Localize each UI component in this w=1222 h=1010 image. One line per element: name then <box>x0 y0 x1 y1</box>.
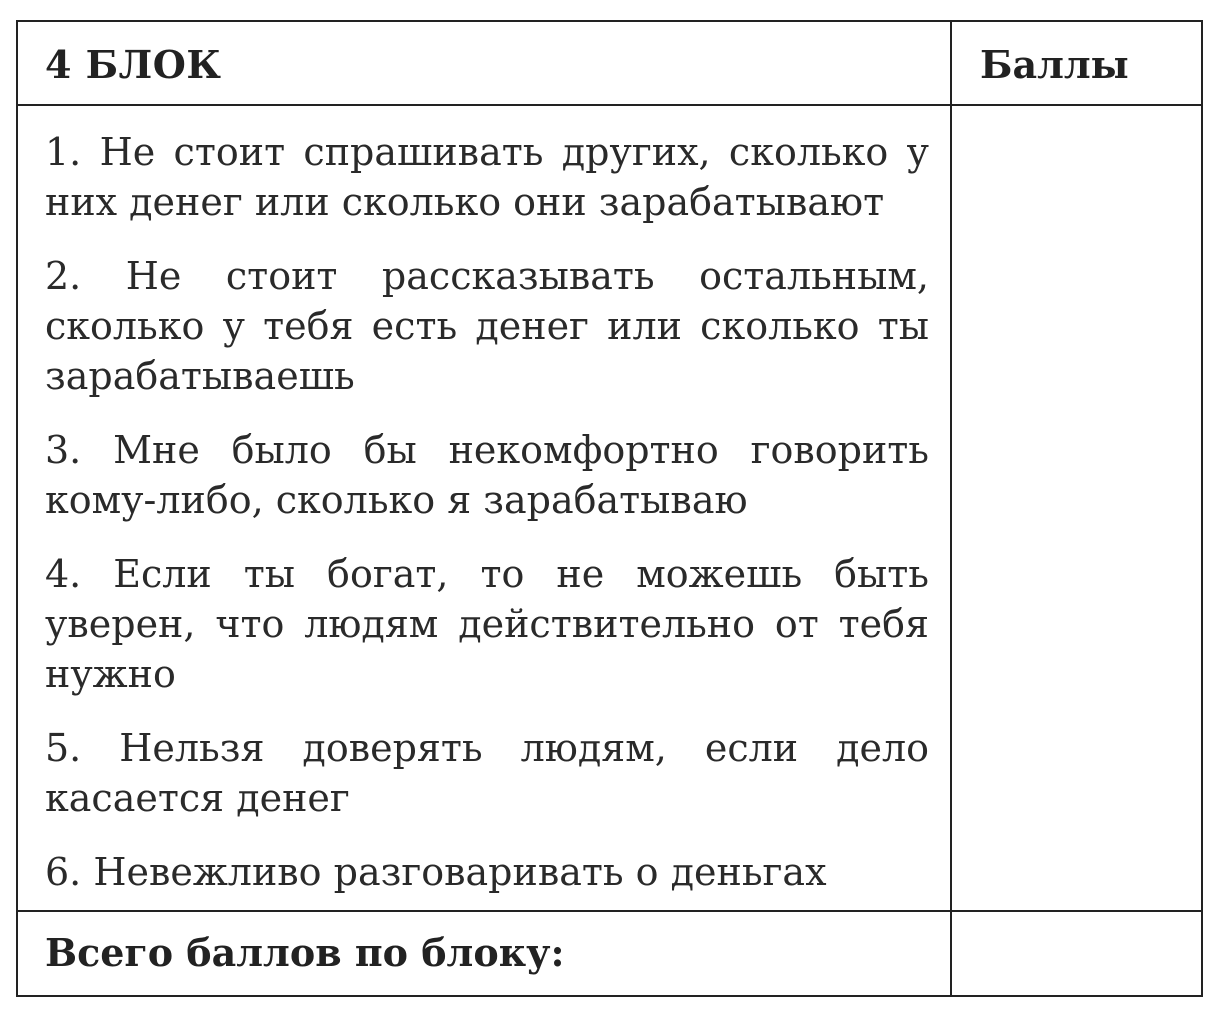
statement-item: 2. Не стоит рассказывать остальным, сколько у тебя есть денег или сколько ты зарабатываешь <box>45 254 929 398</box>
statements-cell <box>18 106 952 910</box>
statement-item: 5. Нельзя доверять людям, если дело касается денег <box>45 726 929 820</box>
total-points-cell[interactable] <box>952 912 1201 997</box>
points-header-cell <box>952 22 1201 104</box>
block-title: 4 БЛОК <box>45 42 222 87</box>
statement-item: 4. Если ты богат, то не можешь быть уверен, что людям действительно от тебя нужно <box>45 552 929 696</box>
statements-row <box>18 106 1201 912</box>
points-column-title: Баллы <box>980 42 1129 87</box>
statement-item: 3. Мне было бы некомфортно говорить кому-либо, сколько я зарабатываю <box>45 428 929 522</box>
table-footer-row <box>18 912 1201 997</box>
total-label-cell <box>18 912 952 997</box>
table-header-row <box>18 22 1201 106</box>
statement-list <box>45 127 929 897</box>
survey-table <box>16 20 1203 997</box>
block-title-cell <box>18 22 952 104</box>
points-entry-cell[interactable] <box>952 106 1201 910</box>
total-label: Всего баллов по блоку: <box>45 930 565 975</box>
statement-item: 6. Невежливо разговаривать о деньгах <box>45 850 827 894</box>
statement-item: 1. Не стоит спрашивать других, сколько у них денег или сколько они зарабатывают <box>45 130 929 224</box>
